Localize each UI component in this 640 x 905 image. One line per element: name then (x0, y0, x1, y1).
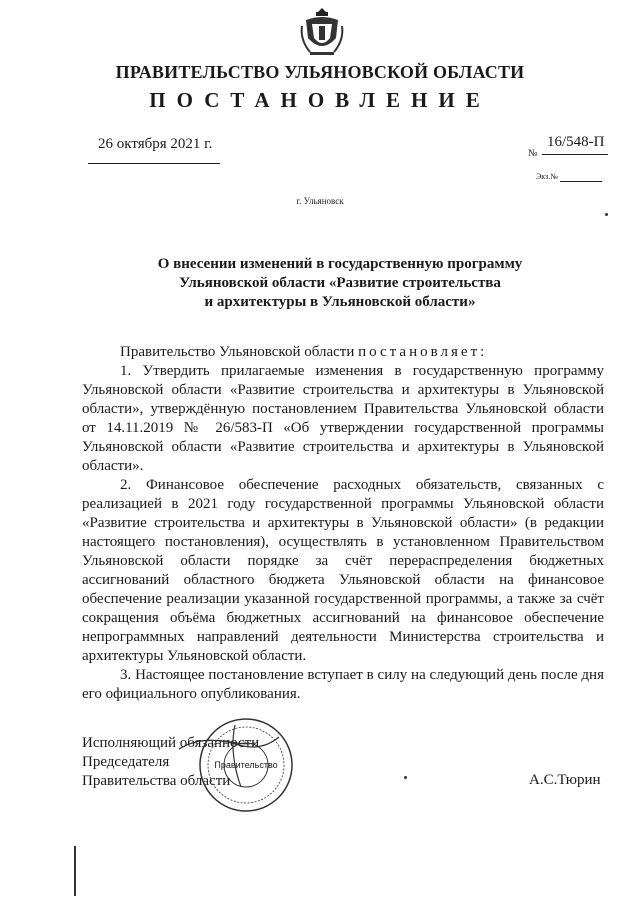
number-label: № (528, 148, 538, 159)
signatory-name: А.С.Тюрин (529, 772, 601, 788)
coat-of-arms-icon (300, 4, 344, 60)
signatory-line: Исполняющий обязанности (82, 735, 260, 751)
intro-verb: постановляет: (358, 344, 488, 360)
seal-label: Правительство (214, 760, 278, 770)
org-name: ПРАВИТЕЛЬСТВО УЛЬЯНОВСКОЙ ОБЛАСТИ (115, 62, 525, 82)
margin-mark (74, 846, 76, 896)
document-type: ПОСТАНОВЛЕНИЕ (149, 88, 491, 112)
subject-line: и архитектуры в Ульяновской области» (204, 294, 476, 310)
copy-underline (560, 181, 602, 182)
paragraph-1: 1. Утвердить прилагаемые изменения в государственную программу Ульяновской области «Развитие строительства и архитектуры в Ульяновской области», утверждённую постановлением Правительства Ульяновской области от 14.11.2019 № 26/583-П «Об утверждении государственной программы Ульяновской области «Развитие строительства и архитектуры в Ульяновской области». (82, 363, 604, 474)
intro-text: Правительство Ульяновской области (120, 344, 355, 360)
number-underline (542, 154, 608, 155)
document-date: 26 октября 2021 г. (98, 136, 213, 152)
document-number: 16/548-П (547, 134, 605, 150)
subject-line: Ульяновской области «Развитие строительства (179, 275, 501, 291)
speck (404, 776, 407, 779)
copy-label: Экз.№ (536, 172, 558, 181)
city: г. Ульяновск (296, 196, 344, 206)
paragraph-3: 3. Настоящее постановление вступает в силу на следующий день после дня его официального опубликования. (82, 667, 604, 702)
handwritten-signature (165, 705, 315, 805)
document-subject (140, 255, 540, 312)
document-body (82, 343, 604, 704)
date-underline (88, 163, 220, 164)
signatory-line: Председателя (82, 754, 170, 770)
subject-line: О внесении изменений в государственную программу (157, 256, 523, 272)
signatory-line: Правительства области (82, 773, 231, 789)
paragraph-2: 2. Финансовое обеспечение расходных обязательств, связанных с реализацией в 2021 году государственной программы Ульяновской области «Развитие строительства и архитектуры в Ульяновской области» (в редакции настоящего постановления), осуществлять в установленном Правительством Ульяновской области порядке за счёт перераспределения бюджетных ассигнований областного бюджета Ульяновской области на финансовое обеспечение реализации указанной государственной программы, а также за счёт сокращения объёма бюджетных ассигнований на финансовое обеспечение непрограммных направлений деятельности Министерства строительства и архитектуры Ульяновской области. (82, 477, 604, 664)
speck (605, 213, 608, 216)
intro-paragraph (82, 343, 604, 362)
